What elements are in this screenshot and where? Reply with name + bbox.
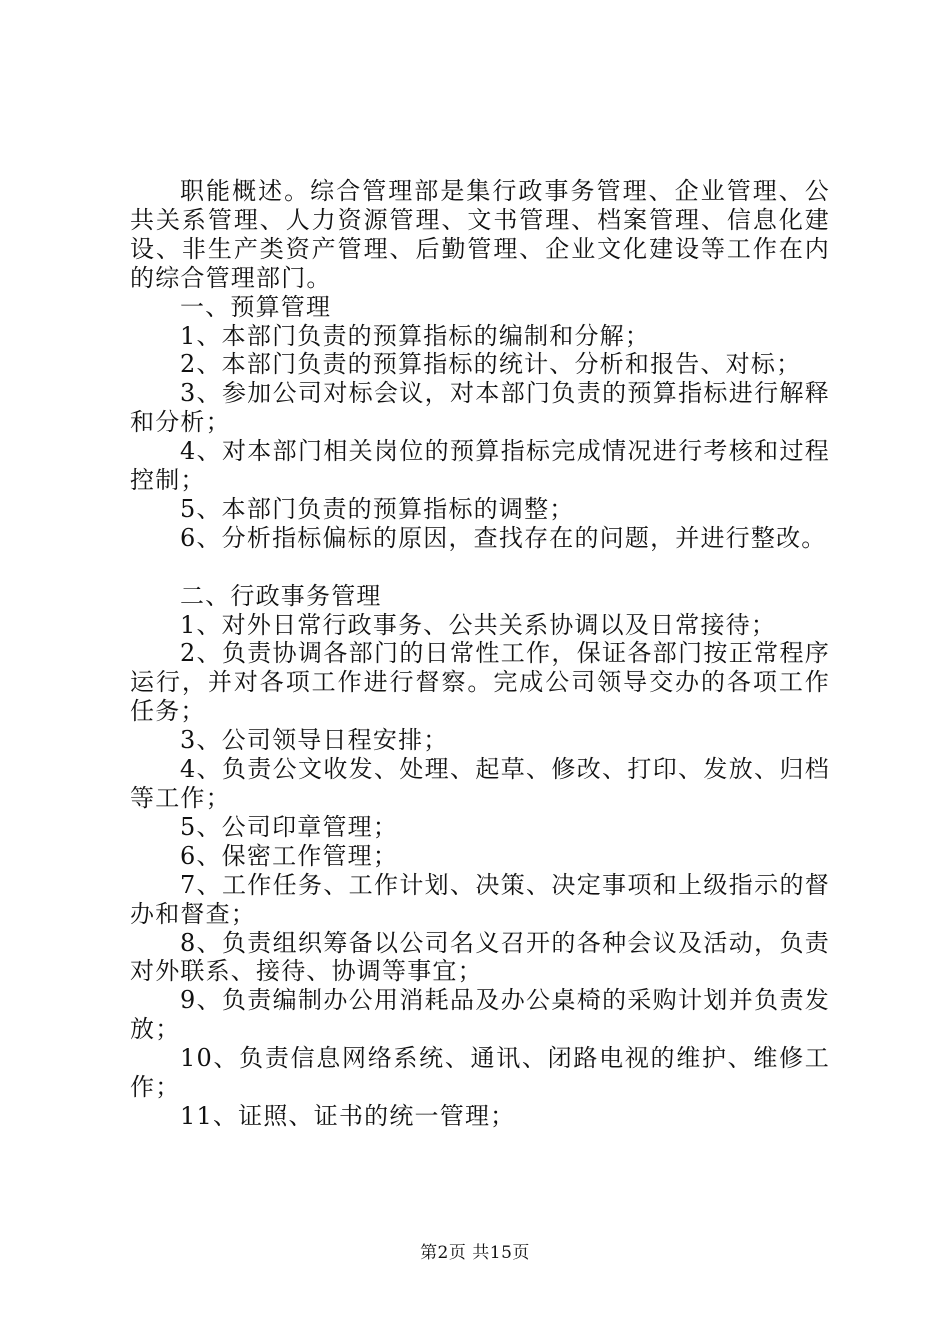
list-item: 5、公司印章管理； [180, 812, 399, 841]
list-item: 2、本部门负责的预算指标的统计、分析和报告、对标； [180, 350, 802, 379]
list-item: 7、工作任务、工作计划、决策、决定事项和上级指示的督办和督查； [130, 870, 830, 928]
section-title-admin: 二、行政事务管理 [180, 581, 382, 610]
list-item: 9、负责编制办公用消耗品及办公桌椅的采购计划并负责发放； [130, 986, 830, 1044]
list-item: 6、保密工作管理； [180, 841, 399, 870]
document-body [130, 177, 830, 1131]
list-item: 1、对外日常行政事务、公共关系协调以及日常接待； [180, 610, 777, 639]
list-item: 4、对本部门相关岗位的预算指标完成情况进行考核和过程控制； [130, 437, 830, 495]
list-item: 2、负责协调各部门的日常性工作，保证各部门按正常程序运行，并对各项工作进行督察。完成公司领导交办的各项工作任务； [130, 639, 830, 726]
list-item: 5、本部门负责的预算指标的调整； [180, 494, 575, 523]
list-item: 11、证照、证书的统一管理； [180, 1101, 516, 1130]
list-item: 3、公司领导日程安排； [180, 726, 449, 755]
section-spacer [130, 553, 830, 582]
list-item: 8、负责组织筹备以公司名义召开的各种会议及活动，负责对外联系、接待、协调等事宜； [130, 928, 830, 986]
section-title-budget: 一、预算管理 [180, 292, 332, 321]
list-item: 10、负责信息网络系统、通讯、闭路电视的维护、维修工作； [130, 1044, 830, 1102]
list-item: 6、分析指标偏标的原因，查找存在的问题，并进行整改。 [180, 523, 827, 552]
page-footer: 第2页 共15页 [420, 1243, 530, 1263]
list-item: 4、负责公文收发、处理、起草、修改、打印、发放、归档等工作； [130, 755, 830, 813]
intro-paragraph: 职能概述。综合管理部是集行政事务管理、企业管理、公共关系管理、人力资源管理、文书管理、档案管理、信息化建设、非生产类资产管理、后勤管理、企业文化建设等工作在内的综合管理部门。 [130, 177, 830, 292]
list-item: 1、本部门负责的预算指标的编制和分解； [180, 321, 651, 350]
list-item: 3、参加公司对标会议，对本部门负责的预算指标进行解释和分析； [130, 379, 830, 437]
